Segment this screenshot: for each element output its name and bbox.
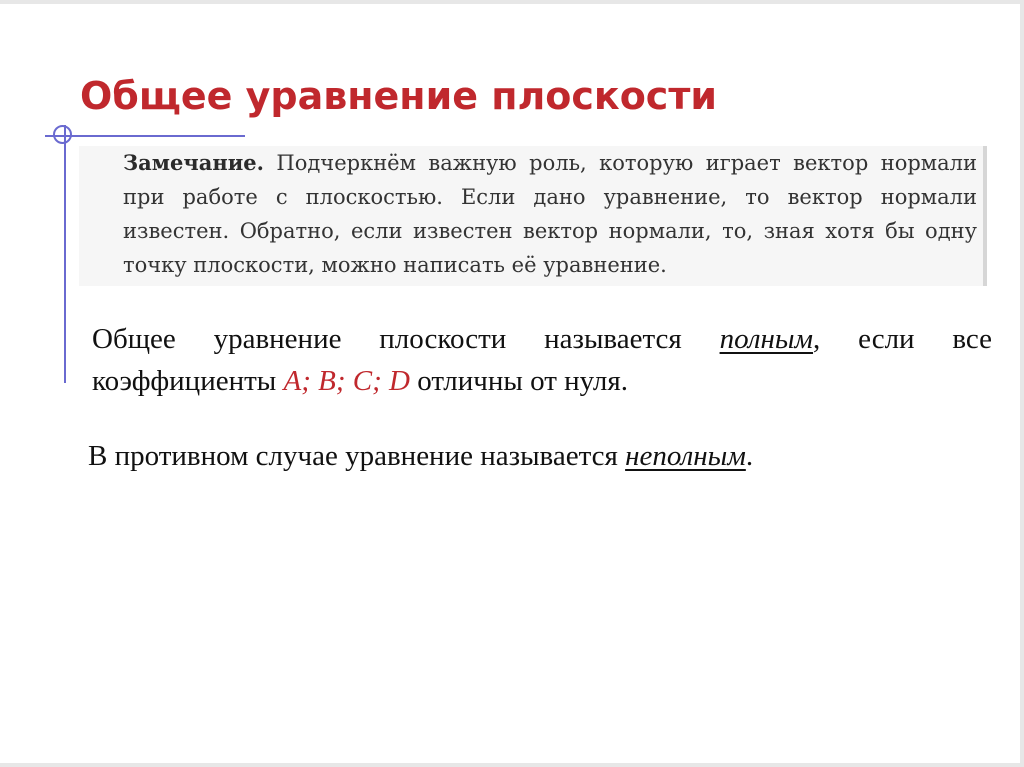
remark-box [79, 146, 987, 286]
paragraph2-text-end: . [745, 440, 754, 472]
slide-frame-bottom [0, 763, 1024, 767]
incomplete-equation-definition [88, 436, 988, 476]
paragraph1-text-end: отличны от нуля. [409, 365, 628, 397]
slide-frame-right [1020, 0, 1024, 767]
coefficients-list: A; B; C; D [283, 365, 410, 397]
crosshair-circle-icon [53, 125, 72, 144]
remark-text: Подчеркнём важную роль, которую играет вектор нормали при работе с плоскостью. Если дано уравнение, то вектор нормали известен. Обратно, если известен вектор нормали, то, зная хотя бы одну точку плоскости, можно написать её уравнение. [123, 151, 977, 277]
slide-frame-top [0, 0, 1024, 4]
paragraph1-text-start: Общее уравнение плоскости называется [92, 323, 720, 355]
paragraph1-text-middle: , если все коэффициенты [92, 323, 993, 397]
slide-title: Общее уравнение плоскости [80, 74, 717, 118]
remark-label: Замечание. [123, 150, 264, 175]
paragraph2-text-start: В противном случае уравнение называется [88, 440, 626, 472]
horizontal-guide-line [45, 135, 245, 137]
full-equation-definition [92, 318, 992, 402]
vertical-guide-line [64, 125, 66, 383]
term-full: полным [719, 323, 814, 355]
term-incomplete: неполным [625, 440, 746, 472]
